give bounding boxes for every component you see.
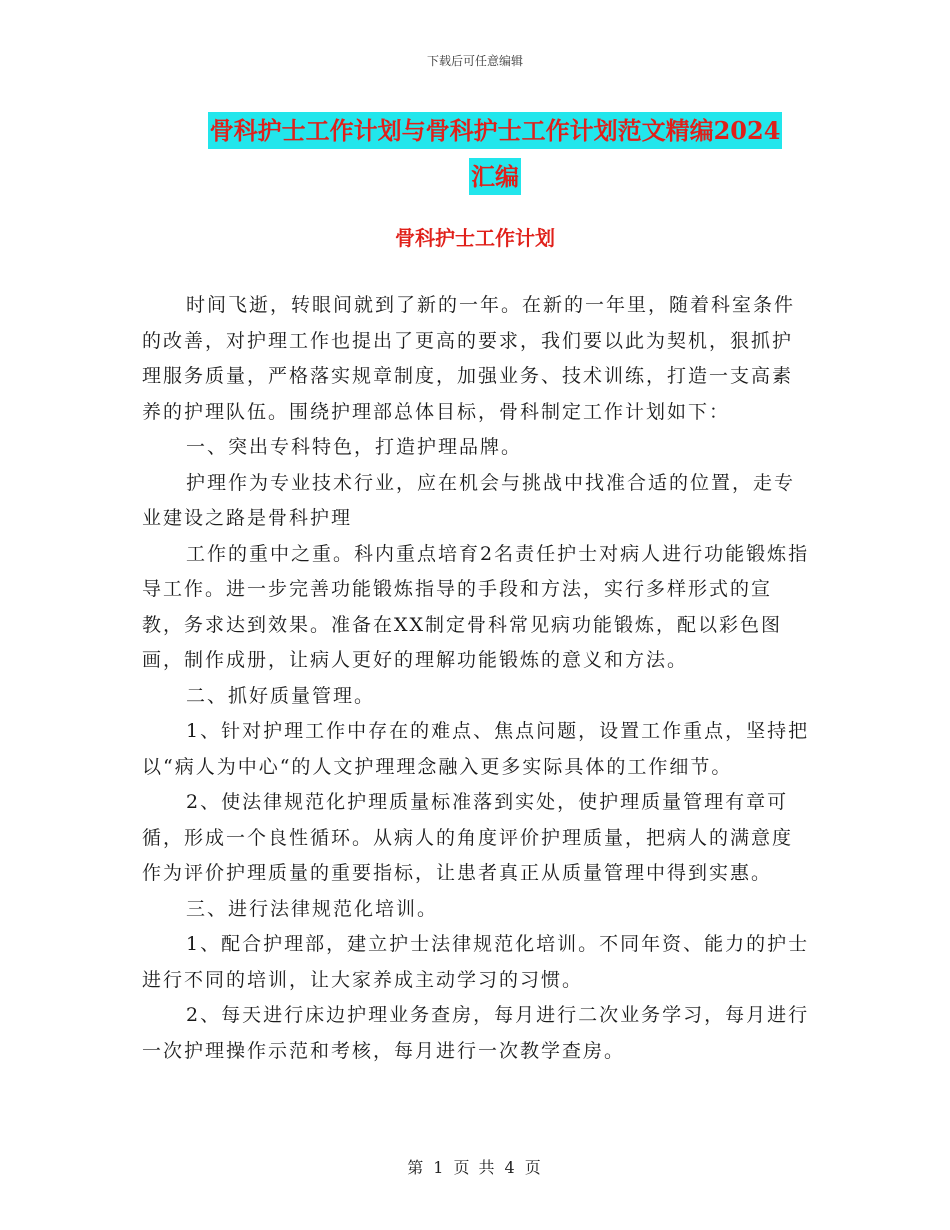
paragraph: 护理作为专业技术行业，应在机会与挑战中找准合适的位置，走专业建设之路是骨科护理 bbox=[142, 471, 796, 529]
paragraph: 三、进行法律规范化培训。 bbox=[186, 897, 439, 920]
paragraph: 2、使法律规范化护理质量标准落到实处，使护理质量管理有章可循，形成一个良性循环。从病人的角度评价护理质量，把病人的满意度作为评价护理质量的重要指标，让患者真正从质量管理中得到实惠。 bbox=[142, 791, 794, 884]
footer-page-total: 4 bbox=[504, 1158, 517, 1177]
document-title bbox=[180, 108, 810, 200]
document-title-line2: 汇编 bbox=[469, 158, 521, 195]
footer-prefix: 第 bbox=[407, 1158, 426, 1177]
document-body bbox=[142, 288, 810, 1069]
section-title: 骨科护士工作计划 bbox=[395, 226, 555, 250]
paragraph: 2、每天进行床边护理业务查房，每月进行二次业务学习，每月进行一次护理操作示范和考核，每月进行一次教学查房。 bbox=[142, 1004, 810, 1062]
footer-suffix: 页 bbox=[524, 1158, 543, 1177]
footer-middle: 页 共 bbox=[453, 1158, 497, 1177]
footer-page-number: 1 bbox=[433, 1158, 446, 1177]
page-footer bbox=[0, 1155, 950, 1178]
paragraph: 1、针对护理工作中存在的难点、焦点问题，设置工作重点，坚持把以“病人为中心“的人文护理理念融入更多实际具体的工作细节。 bbox=[142, 720, 810, 778]
paragraph: 一、突出专科特色，打造护理品牌。 bbox=[186, 436, 523, 458]
paragraph: 二、抓好质量管理。 bbox=[186, 684, 376, 707]
paragraph: 时间飞逝，转眼间就到了新的一年。在新的一年里，随着科室条件的改善，对护理工作也提出了更高的要求，我们要以此为契机，狠抓护理服务质量，严格落实规章制度，加强业务、技术训练，打造一支高素养的护理队伍。围绕护理部总体目标，骨科制定工作计划如下： bbox=[142, 294, 796, 423]
document-title-line1: 骨科护士工作计划与骨科护士工作计划范文精编2024 bbox=[208, 112, 783, 149]
paragraph: 工作的重中之重。科内重点培育2名责任护士对病人进行功能锻炼指导工作。进一步完善功能锻炼指导的手段和方法，实行多样形式的宣教，务求达到效果。准备在XX制定骨科常见病功能锻炼，配以彩色图画，制作成册，让病人更好的理解功能锻炼的意义和方法。 bbox=[142, 542, 810, 671]
paragraph: 1、配合护理部，建立护士法律规范化培训。不同年资、能力的护士进行不同的培训，让大家养成主动学习的习惯。 bbox=[142, 933, 810, 991]
header-note: 下载后可任意编辑 bbox=[426, 54, 523, 68]
